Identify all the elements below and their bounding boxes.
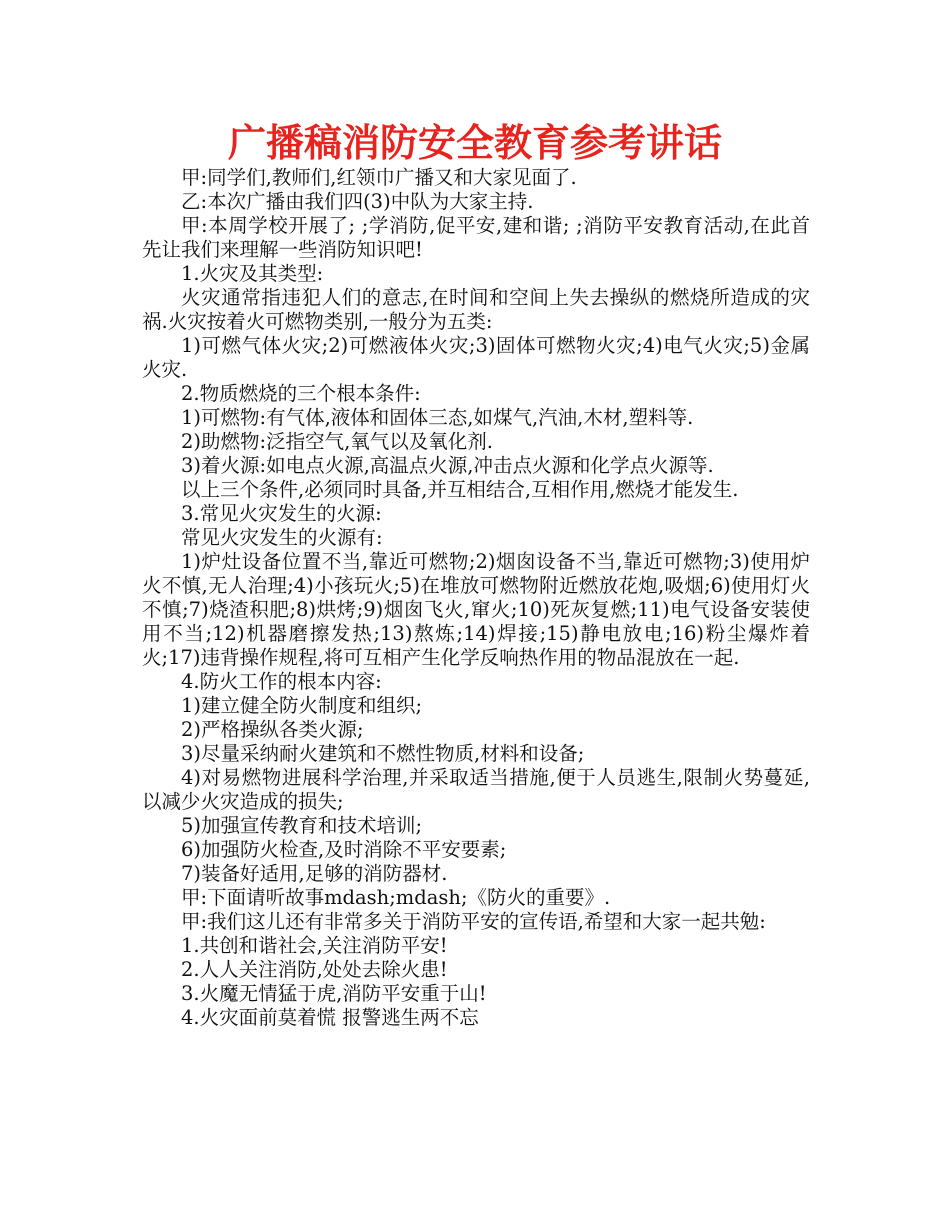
slogan-item: 3.火魔无情猛于虎,消防平安重于山! [181,982,487,1005]
paragraph: 火灾通常指违犯人们的意志,在时间和空间上失去操纵的燃烧所造成的灾祸.火灾按着火可燃物类别,一般分为五类: [142,286,810,333]
list-item: 4)对易燃物进展科学治理,并采取适当措施,便于人员逃生,限制火势蔓延,以减少火灾造成的损失; [142,766,810,813]
list-item: 1)建立健全防火制度和组织; [181,694,423,717]
list-item: 2)严格操纵各类火源; [181,718,364,741]
document-body [142,166,810,1030]
slogan-item: 1.共创和谐社会,关注消防平安! [181,934,448,957]
slogan-item: 2.人人关注消防,处处去除火患! [181,958,448,981]
paragraph: 1)可燃气体火灾;2)可燃液体火灾;3)固体可燃物火灾;4)电气火灾;5)金属火灾. [142,334,810,381]
paragraph: 1)炉灶设备位置不当,靠近可燃物;2)烟囱设备不当,靠近可燃物;3)使用炉火不慎,无人治理;4)小孩玩火;5)在堆放可燃物附近燃放花炮,吸烟;6)使用灯火不慎;7)烧渣积肥;8)烘烤;9)烟囱飞火,窜火;10)死灰复燃;11)电气设备安装使用不当;12)机器磨擦发热;13)熬炼;14)焊接;15)静电放电;16)粉尘爆炸着火;17)违背操作规程,将可互相产生化学反响热作用的物品混放在一起. [142,550,810,669]
section-heading: 2.物质燃烧的三个根本条件: [181,382,421,405]
paragraph: 甲:下面请听故事mdash;mdash;《防火的重要》. [181,886,611,909]
paragraph: 甲:同学们,教师们,红领巾广播又和大家见面了. [181,166,577,189]
section-heading: 1.火灾及其类型: [181,262,324,285]
section-heading: 3.常见火灾发生的火源: [181,502,382,525]
paragraph: 常见火灾发生的火源有: [181,526,383,549]
list-item: 3)着火源:如电点火源,高温点火源,冲击点火源和化学点火源等. [181,454,714,477]
list-item: 3)尽量采纳耐火建筑和不燃性物质,材料和设备; [181,742,585,765]
list-item: 7)装备好适用,足够的消防器材. [181,862,448,885]
paragraph: 以上三个条件,必须同时具备,并互相结合,互相作用,燃烧才能发生. [181,478,739,501]
list-item: 2)助燃物:泛指空气,氧气以及氧化剂. [181,430,493,453]
list-item: 5)加强宣传教育和技术培训; [181,814,423,837]
document-title: 广播稿消防安全教育参考讲话 [227,121,722,165]
list-item: 1)可燃物:有气体,液体和固体三态,如煤气,汽油,木材,塑料等. [181,406,694,429]
paragraph: 甲:本周学校开展了; ;学消防,促平安,建和谐; ;消防平安教育活动,在此首先让我们来理解一些消防知识吧! [142,214,810,261]
paragraph: 甲:我们这儿还有非常多关于消防平安的宣传语,希望和大家一起共勉: [181,910,766,933]
list-item: 6)加强防火检查,及时消除不平安要素; [181,838,507,861]
paragraph: 乙:本次广播由我们四(3)中队为大家主持. [181,190,534,213]
slogan-item: 4.火灾面前莫着慌 报警逃生两不忘 [181,1006,479,1029]
section-heading: 4.防火工作的根本内容: [181,670,382,693]
